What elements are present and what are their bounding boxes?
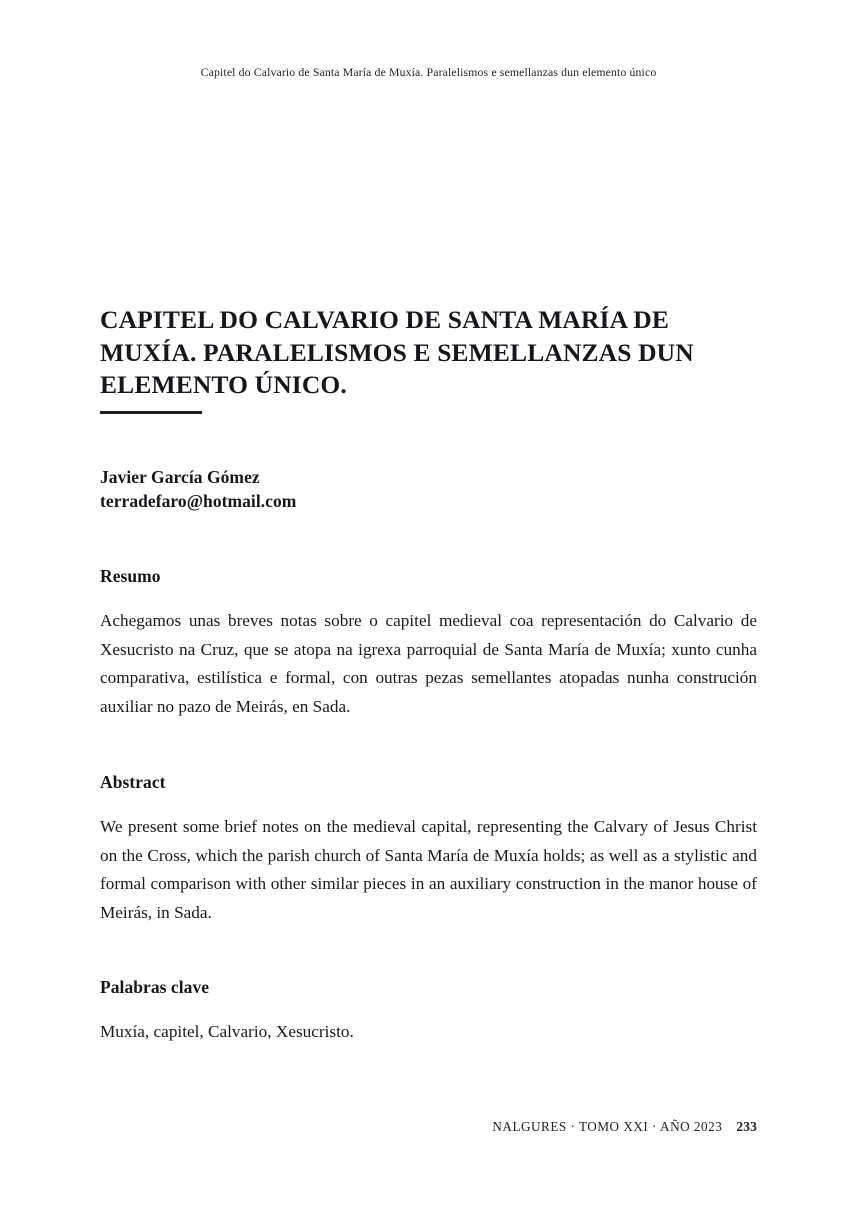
section-body-resumo: Achegamos unas breves notas sobre o capitel medieval coa representación do Calvario de Xesucristo na Cruz, que se atopa na igrexa parroquial de Santa María de Muxía; xunto cunha comparativa, estilística e formal, con outras pezas semellantes atopadas nunha construción auxiliar no pazo de Meirás, en Sada. [100,611,757,716]
author-name: Javier García Gómez [100,467,260,487]
title-divider-rule [100,411,202,414]
page-footer [100,1118,757,1136]
author-block [100,466,760,513]
author-email[interactable]: terradefaro@hotmail.com [100,490,297,511]
section-abstract [100,771,757,927]
section-heading-abstract: Abstract [100,772,166,792]
section-resumo [100,565,757,721]
section-keywords [100,976,757,1047]
footer-page-number: 233 [736,1119,757,1134]
section-body-abstract: We present some brief notes on the medieval capital, representing the Calvary of Jesus Christ on the Cross, which the parish church of Santa María de Muxía holds; as well as a stylistic and formal comparison with other similar pieces in an auxiliary construction in the manor house of Meirás, in Sada. [100,817,757,922]
section-body-keywords: Muxía, capitel, Calvario, Xesucristo. [100,1022,354,1041]
footer-imprint: NALGURES · TOMO XXI · AÑO 2023 [492,1119,723,1134]
running-header: Capitel do Calvario de Santa María de Muxía. Paralelismos e semellanzas dun elemento único [200,65,657,79]
title-block [100,304,760,414]
section-heading-keywords: Palabras clave [100,977,210,997]
page-title: CAPITEL DO CALVARIO DE SANTA MARÍA DE MUXÍA. PARALELISMOS E SEMELLANZAS DUN ELEMENTO ÚNICO. [100,305,694,399]
section-heading-resumo: Resumo [100,566,161,586]
